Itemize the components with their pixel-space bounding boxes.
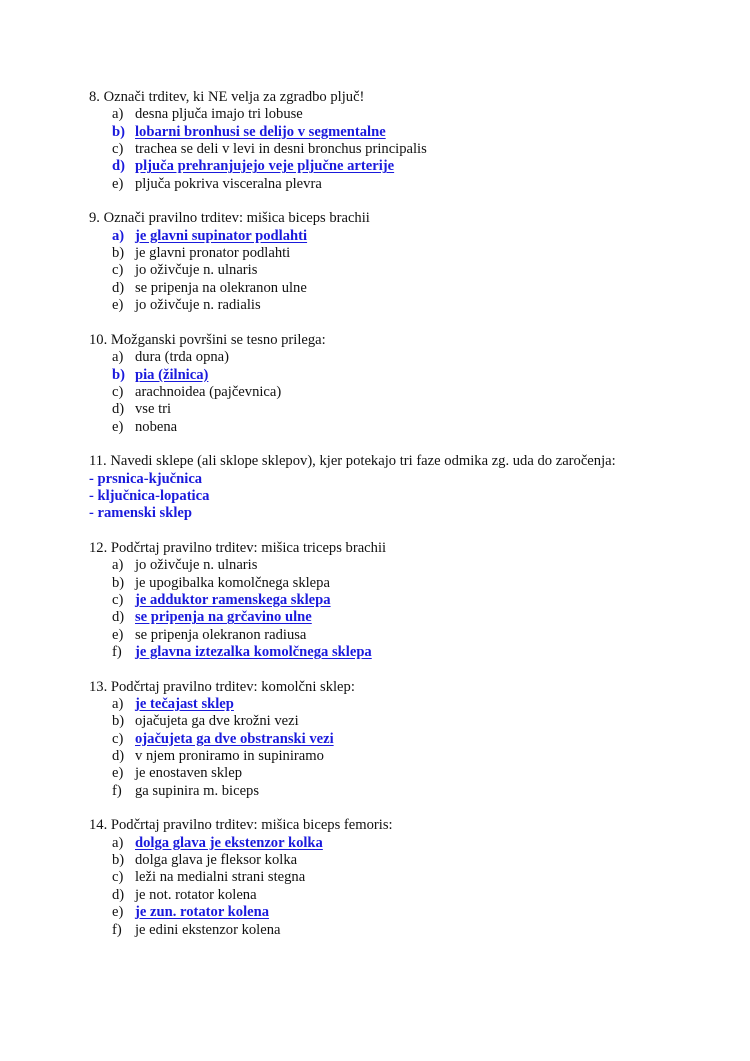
answer-option (89, 106, 689, 123)
answer-option (89, 245, 689, 262)
answer-option (89, 922, 689, 939)
option-label: a) (112, 227, 125, 244)
answer-option (89, 765, 689, 782)
option-text: je enostaven sklep (135, 765, 242, 782)
option-text: jo oživčuje n. radialis (135, 297, 261, 314)
answer-option (89, 176, 689, 193)
option-text: lobarni bronhusi se delijo v segmentalne (135, 123, 386, 140)
option-text: jo oživčuje n. ulnaris (135, 557, 258, 574)
option-label: e) (112, 418, 124, 435)
question-title: 13. Podčrtaj pravilno trditev: komolčni sklep: (89, 678, 355, 695)
answer-option (89, 852, 689, 869)
option-label: d) (112, 609, 125, 626)
option-label: b) (112, 713, 125, 730)
option-label: f) (112, 921, 122, 938)
answer-option (89, 297, 689, 314)
answer-option (89, 869, 689, 886)
answer-option (89, 592, 689, 609)
answer-option (89, 696, 689, 713)
question-title: 11. Navedi sklepe (ali sklope sklepov), kjer potekajo tri faze odmika zg. uda do zaročenja: (89, 453, 616, 470)
answer-option (89, 141, 689, 158)
question-block (89, 679, 689, 800)
option-label: c) (112, 869, 124, 886)
question-block (89, 453, 689, 522)
option-text: ojačujeta ga dve krožni vezi (135, 713, 299, 730)
option-text: je glavna iztezalka komolčnega sklepa (135, 644, 372, 660)
option-text: trachea se deli v levi in desni bronchus principalis (135, 141, 427, 158)
option-label: b) (112, 123, 125, 140)
option-label: c) (112, 591, 124, 608)
option-label: d) (112, 401, 125, 418)
option-label: a) (112, 349, 124, 366)
option-text: nobena (135, 418, 178, 435)
answer-option (89, 280, 689, 297)
option-label: a) (112, 696, 124, 713)
option-label: a) (112, 106, 124, 123)
answer-option (89, 748, 689, 765)
option-label: d) (112, 886, 125, 903)
answer-option (89, 835, 689, 852)
option-text: dolga glava je fleksor kolka (135, 852, 298, 869)
option-text: pljuča pokriva visceralna plevra (135, 175, 322, 192)
written-answer: - ključnica-lopatica (89, 487, 210, 504)
answer-option (89, 419, 689, 436)
option-text: dura (trda opna) (135, 349, 230, 366)
option-text: vse tri (135, 401, 172, 418)
answer-option (89, 124, 689, 141)
answer-option (89, 384, 689, 401)
option-label: c) (112, 383, 124, 400)
document-page (89, 89, 689, 956)
option-label: f) (112, 782, 122, 799)
option-label: b) (112, 574, 125, 591)
question-block (89, 89, 689, 193)
option-label: c) (112, 141, 124, 158)
option-label: e) (112, 175, 124, 192)
option-text: leži na medialni strani stegna (135, 869, 306, 886)
answer-option (89, 731, 689, 748)
answer-option (89, 887, 689, 904)
option-label: b) (112, 366, 125, 383)
option-text: pia (žilnica) (135, 366, 209, 383)
question-title: 9. Označi pravilno trditev: mišica biceps brachii (89, 210, 370, 227)
option-text: je glavni supinator podlahti (135, 227, 308, 244)
question-title: 8. Označi trditev, ki NE velja za zgradbo pljuč! (89, 89, 365, 105)
question-block (89, 210, 689, 314)
question-block (89, 540, 689, 661)
answer-option (89, 228, 689, 245)
option-text: pljuča prehranjujejo veje pljučne arterije (135, 158, 395, 175)
answer-option (89, 401, 689, 418)
option-label: c) (112, 262, 124, 279)
option-text: je adduktor ramenskega sklepa (135, 591, 331, 608)
option-label: e) (112, 765, 124, 782)
question-title: 10. Možganski površini se tesno prilega: (89, 331, 326, 348)
answer-option (89, 627, 689, 644)
option-text: se pripenja na olekranon ulne (135, 279, 307, 296)
written-answer: - ramenski sklep (89, 505, 192, 522)
answer-option (89, 713, 689, 730)
option-text: je upogibalka komolčnega sklepa (135, 574, 330, 591)
option-label: a) (112, 834, 124, 851)
option-text: desna pljuča imajo tri lobuse (135, 106, 303, 123)
option-label: d) (112, 748, 125, 765)
answer-option (89, 557, 689, 574)
option-text: se pripenja na grčavino ulne (135, 609, 312, 626)
answer-option (89, 262, 689, 279)
option-label: a) (112, 557, 124, 574)
answer-option (89, 349, 689, 366)
option-label: b) (112, 852, 125, 869)
option-text: ojačujeta ga dve obstranski vezi (135, 730, 334, 747)
option-text: je not. rotator kolena (135, 886, 257, 903)
option-label: e) (112, 626, 124, 643)
question-block (89, 817, 689, 938)
option-text: se pripenja olekranon radiusa (135, 626, 307, 643)
answer-option (89, 783, 689, 800)
option-text: ga supinira m. biceps (135, 782, 260, 799)
option-text: arachnoidea (pajčevnica) (135, 383, 282, 400)
written-answer: - prsnica-kjučnica (89, 470, 203, 487)
option-label: d) (112, 279, 125, 296)
option-label: c) (112, 730, 124, 747)
option-text: je edini ekstenzor kolena (135, 921, 281, 938)
answer-option (89, 644, 689, 661)
option-label: e) (112, 904, 124, 921)
option-label: d) (112, 158, 125, 175)
question-block (89, 332, 689, 436)
option-label: e) (112, 297, 124, 314)
answer-option (89, 158, 689, 175)
option-label: b) (112, 245, 125, 262)
answer-option (89, 609, 689, 626)
answer-option (89, 367, 689, 384)
question-title: 14. Podčrtaj pravilno trditev: mišica biceps femoris: (89, 817, 393, 834)
option-text: je glavni pronator podlahti (135, 245, 291, 262)
option-text: jo oživčuje n. ulnaris (135, 262, 258, 279)
answer-option (89, 575, 689, 592)
option-label: f) (112, 644, 122, 660)
answer-option (89, 904, 689, 921)
option-text: je zun. rotator kolena (135, 904, 270, 921)
option-text: je tečajast sklep (135, 696, 234, 713)
option-text: v njem proniramo in supiniramo (135, 748, 324, 765)
question-title: 12. Podčrtaj pravilno trditev: mišica triceps brachii (89, 539, 387, 556)
option-text: dolga glava je ekstenzor kolka (135, 834, 323, 851)
